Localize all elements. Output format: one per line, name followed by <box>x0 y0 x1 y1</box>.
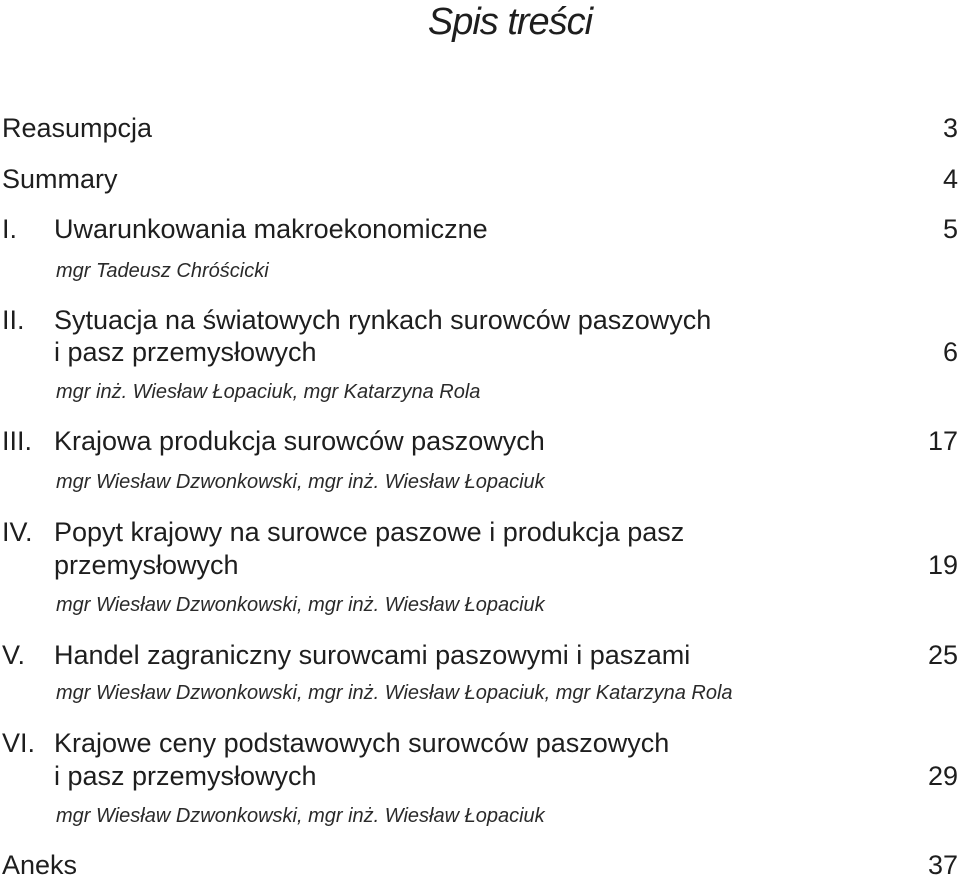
toc-entry-page: 3 <box>942 113 958 143</box>
toc-entry-page: 6 <box>942 337 958 367</box>
toc-entry-authors: mgr Wiesław Dzwonkowski, mgr inż. Wiesław Łopaciuk <box>56 594 545 616</box>
toc-entry-label: Summary <box>2 164 118 194</box>
toc-entry-label: Reasumpcja <box>2 113 153 143</box>
page-title: Spis treści <box>427 1 593 43</box>
toc-entry-authors: mgr Wiesław Dzwonkowski, mgr inż. Wiesław Łopaciuk <box>56 805 545 827</box>
toc-entry-page: 5 <box>942 214 958 244</box>
toc-entry-number: IV. <box>2 517 33 547</box>
toc-entry-label: i pasz przemysłowych <box>54 761 317 791</box>
toc-entry-page: 37 <box>927 850 958 880</box>
toc-entry-authors: mgr Wiesław Dzwonkowski, mgr inż. Wiesław Łopaciuk <box>56 471 545 493</box>
toc-entry-page: 29 <box>927 761 958 791</box>
toc-entry-label: Krajowe ceny podstawowych surowców paszowych <box>54 728 670 758</box>
toc-entry-number: V. <box>2 640 26 670</box>
toc-entry-authors: mgr Wiesław Dzwonkowski, mgr inż. Wiesław Łopaciuk, mgr Katarzyna Rola <box>56 682 733 704</box>
toc-entry-authors: mgr inż. Wiesław Łopaciuk, mgr Katarzyna Rola <box>56 381 481 403</box>
toc-entry-page: 17 <box>927 426 958 456</box>
toc-entry-label: Handel zagraniczny surowcami paszowymi i paszami <box>54 640 691 670</box>
toc-entry-label: Uwarunkowania makroekonomiczne <box>54 214 488 244</box>
toc-entry-label: i pasz przemysłowych <box>54 337 317 367</box>
toc-entry-page: 25 <box>927 640 958 670</box>
toc-entry-number: II. <box>2 305 25 335</box>
toc-entry-label: przemysłowych <box>54 550 239 580</box>
toc-entry-authors: mgr Tadeusz Chróścicki <box>56 260 269 282</box>
toc-entry-page: 19 <box>927 550 958 580</box>
toc-entry-label: Aneks <box>2 850 78 880</box>
toc-entry-label: Krajowa produkcja surowców paszowych <box>54 426 545 456</box>
toc-entry-label: Sytuacja na światowych rynkach surowców paszowych <box>54 305 712 335</box>
toc-entry-page: 4 <box>942 164 958 194</box>
toc-entry-number: III. <box>2 426 33 456</box>
toc-entry-label: Popyt krajowy na surowce paszowe i produkcja pasz <box>54 517 685 547</box>
toc-entry-number: VI. <box>2 728 36 758</box>
toc-entry-number: I. <box>2 214 18 244</box>
